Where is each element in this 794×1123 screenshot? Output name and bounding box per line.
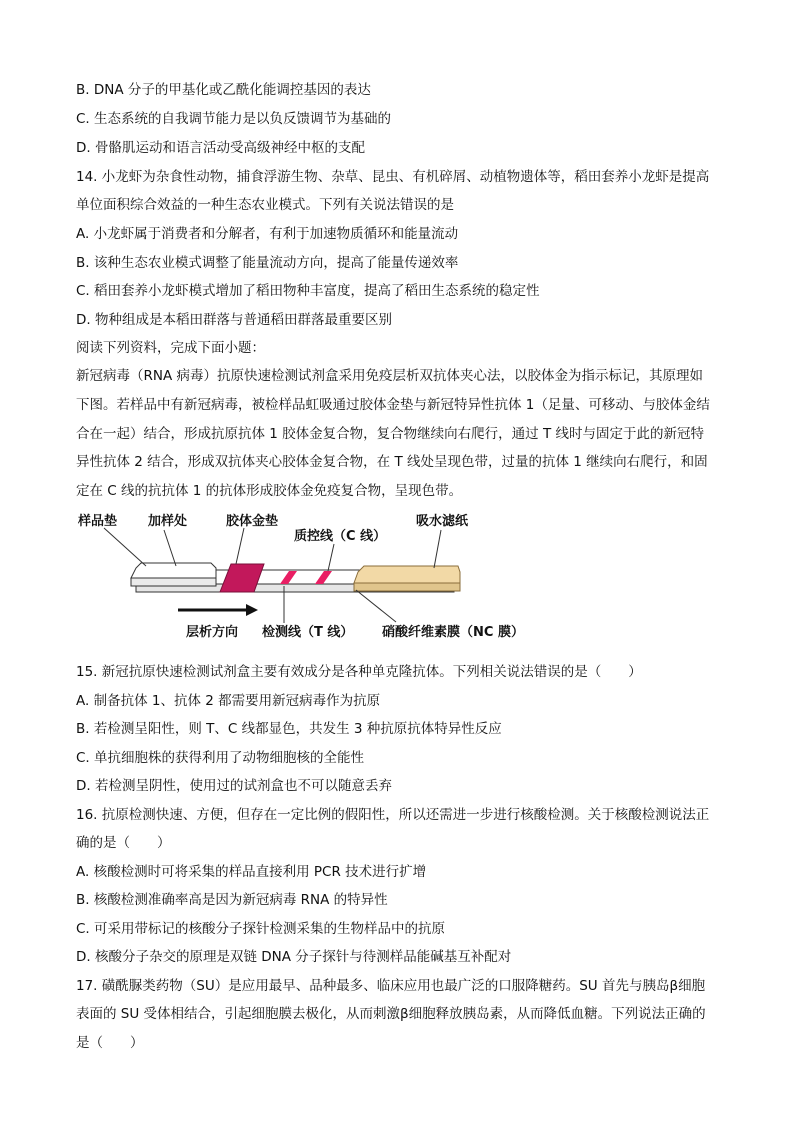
absorbent-pad bbox=[354, 566, 460, 583]
label-control-line: 质控线（C 线） bbox=[294, 529, 387, 544]
option-d: D. 核酸分子杂交的原理是双链 DNA 分子探针与待测样品能碱基互补配对 bbox=[76, 949, 512, 965]
option-c: C. 稻田套养小龙虾模式增加了稻田物种丰富度，提高了稻田生态系统的稳定性 bbox=[76, 283, 540, 299]
text-line: C. 生态系统的自我调节能力是以负反馈调节为基础的 bbox=[76, 111, 392, 127]
absorbent-pad-edge bbox=[354, 583, 460, 591]
option-b: B. 核酸检测准确率高是因为新冠病毒 RNA 的特异性 bbox=[76, 892, 388, 908]
sample-pad bbox=[131, 563, 216, 578]
reading-passage: 新冠病毒（RNA 病毒）抗原快速检测试剂盒采用免疫层析双抗体夹心法，以胶体金为指示标记，其原理如 bbox=[76, 368, 704, 384]
label-sample-pad: 样品垫 bbox=[78, 514, 118, 529]
leader-line-absorbent-pad bbox=[434, 530, 441, 568]
leader-line-control-line bbox=[328, 544, 334, 571]
label-sample-well: 加样处 bbox=[148, 514, 188, 529]
reading-instruction: 阅读下列资料，完成下面小题： bbox=[76, 340, 265, 356]
label-gold-pad: 胶体金垫 bbox=[226, 514, 279, 529]
option-b: B. 若检测呈阳性，则 T、C 线都显色，共发生 3 种抗原抗体特异性反应 bbox=[76, 721, 502, 737]
reading-passage: 下图。若样品中有新冠病毒，被检样品虹吸通过胶体金垫与新冠特异性抗体 1（足量、可移动、与胶体金结 bbox=[76, 397, 710, 413]
option-c: C. 可采用带标记的核酸分子探针检测采集的生物样品中的抗原 bbox=[76, 921, 446, 937]
question-16-stem: 16. 抗原检测快速、方便，但存在一定比例的假阳性，所以还需进一步进行核酸检测。关于核酸检测说法正 bbox=[76, 807, 710, 823]
option-d: D. 若检测呈阴性，使用过的试剂盒也不可以随意丢弃 bbox=[76, 778, 392, 794]
flow-arrow-head bbox=[246, 604, 258, 616]
option-a: A. 小龙虾属于消费者和分解者，有利于加速物质循环和能量流动 bbox=[76, 226, 459, 242]
question-17-stem: 表面的 SU 受体相结合，引起细胞膜去极化，从而刺激β细胞释放胰岛素，从而降低血糖。下列说法正确的 bbox=[76, 1006, 706, 1022]
text-line: B. DNA 分子的甲基化或乙酰化能调控基因的表达 bbox=[76, 82, 371, 98]
reading-passage: 合在一起）结合，形成抗原抗体 1 胶体金复合物，复合物继续向右爬行，通过 T 线时与固定于此的新冠特 bbox=[76, 426, 704, 442]
reading-passage: 异性抗体 2 结合，形成双抗体夹心胶体金复合物，在 T 线处呈现色带，过量的抗体 1 继续向右爬行，和固 bbox=[76, 454, 708, 470]
antigen-test-strip-diagram bbox=[76, 508, 546, 648]
option-b: B. 该种生态农业模式调整了能量流动方向，提高了能量传递效率 bbox=[76, 255, 459, 271]
option-d: D. 物种组成是本稻田群落与普通稻田群落最重要区别 bbox=[76, 312, 392, 328]
leader-line-gold-pad bbox=[236, 528, 244, 564]
label-test-line: 检测线（T 线） bbox=[262, 625, 354, 640]
question-17-stem: 17. 磺酰脲类药物（SU）是应用最早、品种最多、临床应用也最广泛的口服降糖药。SU 首先与胰岛β细胞 bbox=[76, 978, 706, 994]
sample-pad-edge bbox=[131, 578, 216, 586]
label-nc-membrane: 硝酸纤维素膜（NC 膜） bbox=[382, 625, 524, 640]
question-15-stem: 15. 新冠抗原快速检测试剂盒主要有效成分是各种单克隆抗体。下列相关说法错误的是（ ） bbox=[76, 664, 642, 680]
leader-line-sample-pad bbox=[104, 528, 146, 566]
text-line: D. 骨骼肌运动和语言活动受高级神经中枢的支配 bbox=[76, 140, 365, 156]
reading-passage: 定在 C 线的抗抗体 1 的抗体形成胶体金免疫复合物，呈现色带。 bbox=[76, 483, 463, 499]
question-14-stem: 单位面积综合效益的一种生态农业模式。下列有关说法错误的是 bbox=[76, 197, 454, 213]
option-a: A. 核酸检测时可将采集的样品直接利用 PCR 技术进行扩增 bbox=[76, 864, 427, 880]
label-absorbent-pad: 吸水滤纸 bbox=[416, 514, 469, 529]
label-flow-direction: 层析方向 bbox=[186, 625, 239, 640]
question-17-stem: 是（ ） bbox=[76, 1035, 144, 1051]
question-16-stem: 确的是（ ） bbox=[76, 835, 171, 851]
question-14-stem: 14. 小龙虾为杂食性动物，捕食浮游生物、杂草、昆虫、有机碎屑、动植物遗体等，稻田套养小龙虾是提高 bbox=[76, 169, 710, 185]
option-c: C. 单抗细胞株的获得利用了动物细胞核的全能性 bbox=[76, 750, 365, 766]
leader-line-sample-well bbox=[164, 530, 176, 566]
option-a: A. 制备抗体 1、抗体 2 都需要用新冠病毒作为抗原 bbox=[76, 693, 381, 709]
leader-line-nc-membrane bbox=[356, 590, 396, 622]
